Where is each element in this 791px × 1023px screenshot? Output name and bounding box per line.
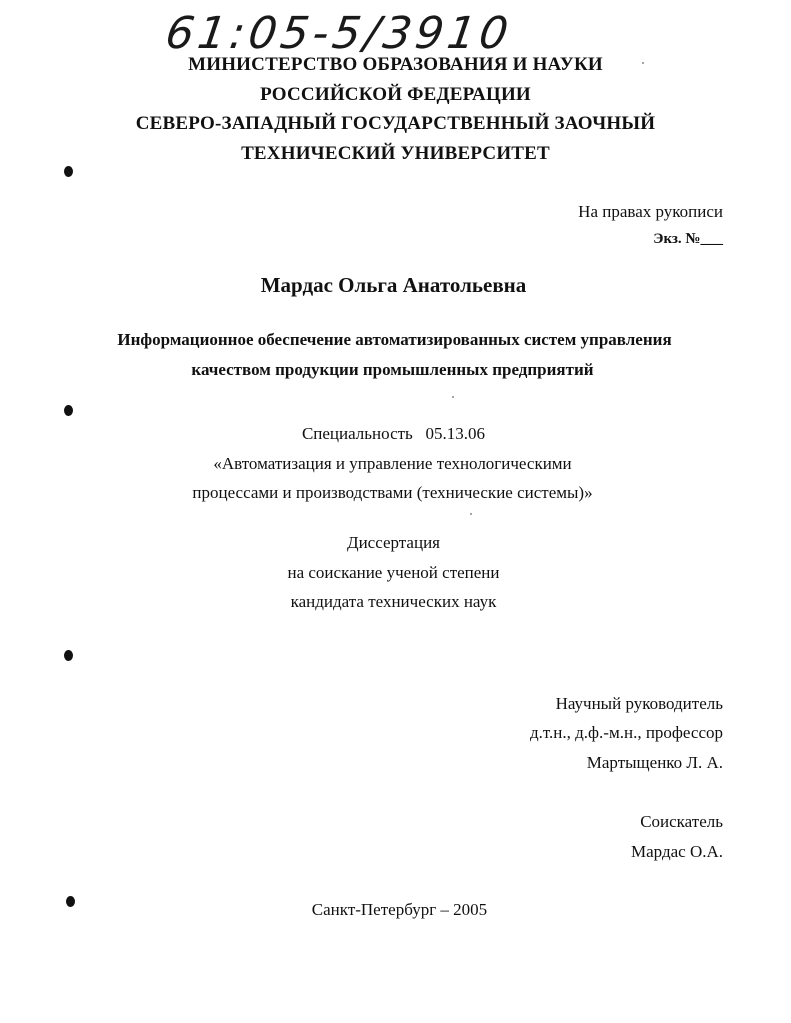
applicant-role: Соискатель [640, 812, 723, 831]
supervisor-name: Мартыщенко Л. А. [586, 753, 723, 772]
institution-line-4: ТЕХНИЧЕСКИЙ УНИВЕРСИТЕТ [241, 143, 550, 164]
author-name: Мардас Ольга Анатольевна [260, 273, 527, 297]
punch-hole-mark [64, 650, 73, 661]
supervisor-role: Научный руководитель [555, 694, 723, 713]
scan-speck [452, 396, 454, 398]
specialty-line [0, 424, 789, 444]
thesis-title-line-1: Информационное обеспечение автоматизированных систем управления [117, 330, 672, 349]
scan-speck [470, 513, 472, 515]
specialty-name-line-1: «Автоматизация и управление технологическими [213, 454, 572, 473]
specialty-label: Специальность [301, 424, 413, 443]
manuscript-rights: На правах рукописи [578, 202, 723, 221]
institution-line-3: СЕВЕРО-ЗАПАДНЫЙ ГОСУДАРСТВЕННЫЙ ЗАОЧНЫЙ [135, 113, 656, 134]
handwritten-catalog-number: 61:05-5/3910 [162, 8, 516, 59]
institution-line-1: МИНИСТЕРСТВО ОБРАЗОВАНИЯ И НАУКИ [188, 54, 603, 75]
specialty-code: 05.13.06 [425, 424, 486, 443]
thesis-title-line-2: качеством продукции промышленных предприятий [191, 360, 594, 379]
institution-line-2: РОССИЙСКОЙ ФЕДЕРАЦИИ [260, 84, 531, 105]
place-and-year: Санкт-Петербург – 2005 [311, 900, 488, 919]
applicant-name: Мардас О.А. [631, 842, 723, 861]
copy-number: Экз. №___ [653, 231, 723, 247]
supervisor-credentials: д.т.н., д.ф.-м.н., профессор [529, 723, 723, 742]
scan-speck [642, 62, 644, 64]
degree-line-3: кандидата технических наук [290, 592, 497, 611]
specialty-name-line-2: процессами и производствами (технические системы)» [192, 483, 593, 502]
punch-hole-mark [64, 405, 73, 416]
degree-line-2: на соискание ученой степени [287, 563, 500, 582]
punch-hole-mark [64, 166, 73, 177]
degree-line-1: Диссертация [346, 533, 440, 552]
